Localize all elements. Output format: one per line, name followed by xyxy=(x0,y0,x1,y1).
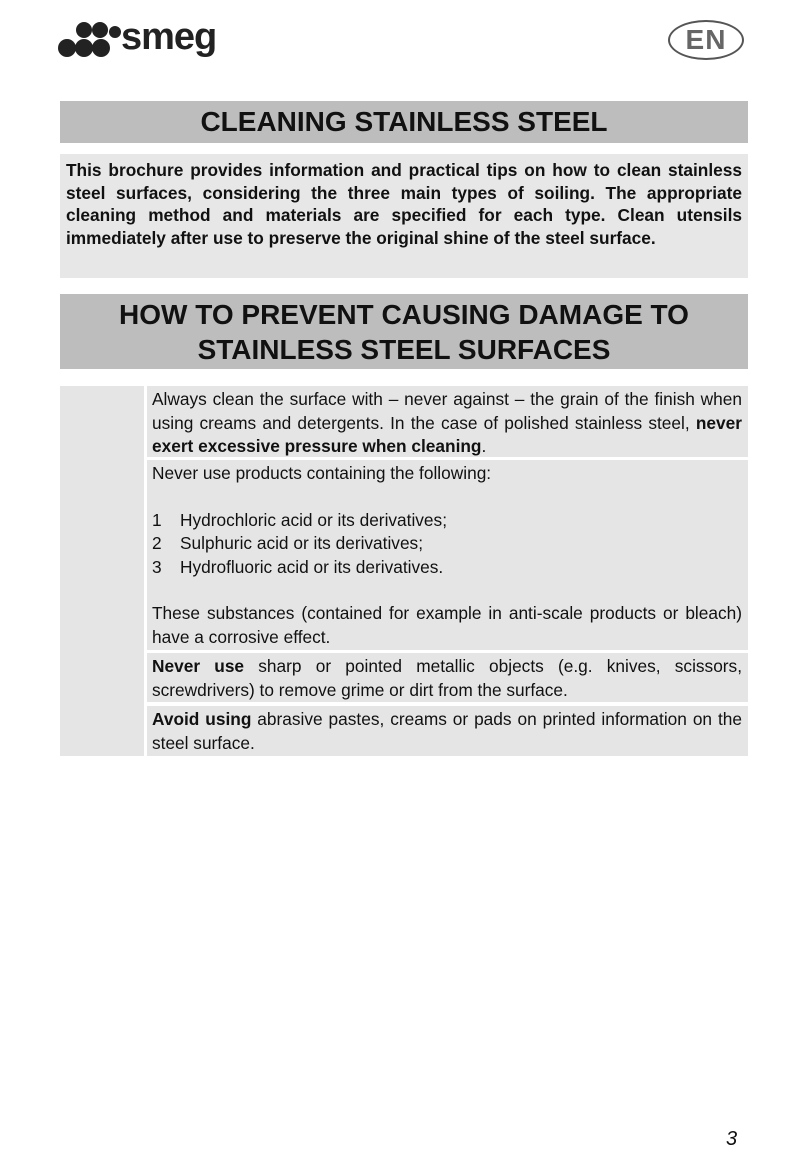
intro-paragraph: This brochure provides information and practical tips on how to clean stainless steel surfaces, considering the three main types of soiling. The appropriate cleaning method and materials are specified for each type. Clean utensils immediately after use to preserve the original shine of the steel surface. xyxy=(60,154,748,278)
row-text: Always clean the surface with – never against – the grain of the finish when using creams and detergents. In the case of polished stainless steel, xyxy=(152,389,742,433)
section-title-cleaning: CLEANING STAINLESS STEEL xyxy=(60,101,748,143)
table-row-products xyxy=(147,460,748,650)
row-bold-text: never exert excessive pressure when cleaning xyxy=(152,412,742,456)
smeg-logo xyxy=(58,12,248,60)
list-number: 1 xyxy=(152,509,162,530)
list-item xyxy=(152,532,742,556)
list-number: 3 xyxy=(152,556,162,577)
list-number: 2 xyxy=(152,533,162,553)
page-number: 3 xyxy=(726,1128,738,1150)
title-line-2: STAINLESS STEEL SURFACES xyxy=(197,334,611,365)
list-item xyxy=(152,509,742,533)
table-left-column xyxy=(60,386,144,756)
list-text: Hydrofluoric acid or its derivatives. xyxy=(180,556,444,577)
list-item xyxy=(152,556,742,580)
row-lead-text: Never use products containing the following: xyxy=(152,463,492,483)
list-text: Sulphuric acid or its derivatives; xyxy=(180,533,424,553)
table-row-grain xyxy=(147,386,748,457)
row-note-text: These substances (contained for example in anti-scale products or bleach) have a corrosive effect. xyxy=(152,603,742,647)
row-end: . xyxy=(481,436,487,456)
table-row-abrasive xyxy=(147,706,748,756)
acid-list xyxy=(152,509,742,580)
row-text: sharp or pointed metallic objects (e.g. knives, scissors, screwdrivers) to remove grime or dirt from the surface. xyxy=(152,656,742,700)
row-bold-text: Never use xyxy=(152,656,245,676)
row-bold-text: Avoid using xyxy=(152,709,252,729)
table-row-metallic-objects xyxy=(147,653,748,702)
row-text: abrasive pastes, creams or pads on printed information on the steel surface. xyxy=(152,709,742,753)
section-title-prevent-damage xyxy=(60,294,748,369)
title-line-1: HOW TO PREVENT CAUSING DAMAGE TO xyxy=(119,299,689,330)
list-text: Hydrochloric acid or its derivatives; xyxy=(180,509,447,530)
svg-text:smeg: smeg xyxy=(121,16,217,58)
language-badge: EN xyxy=(668,20,744,60)
